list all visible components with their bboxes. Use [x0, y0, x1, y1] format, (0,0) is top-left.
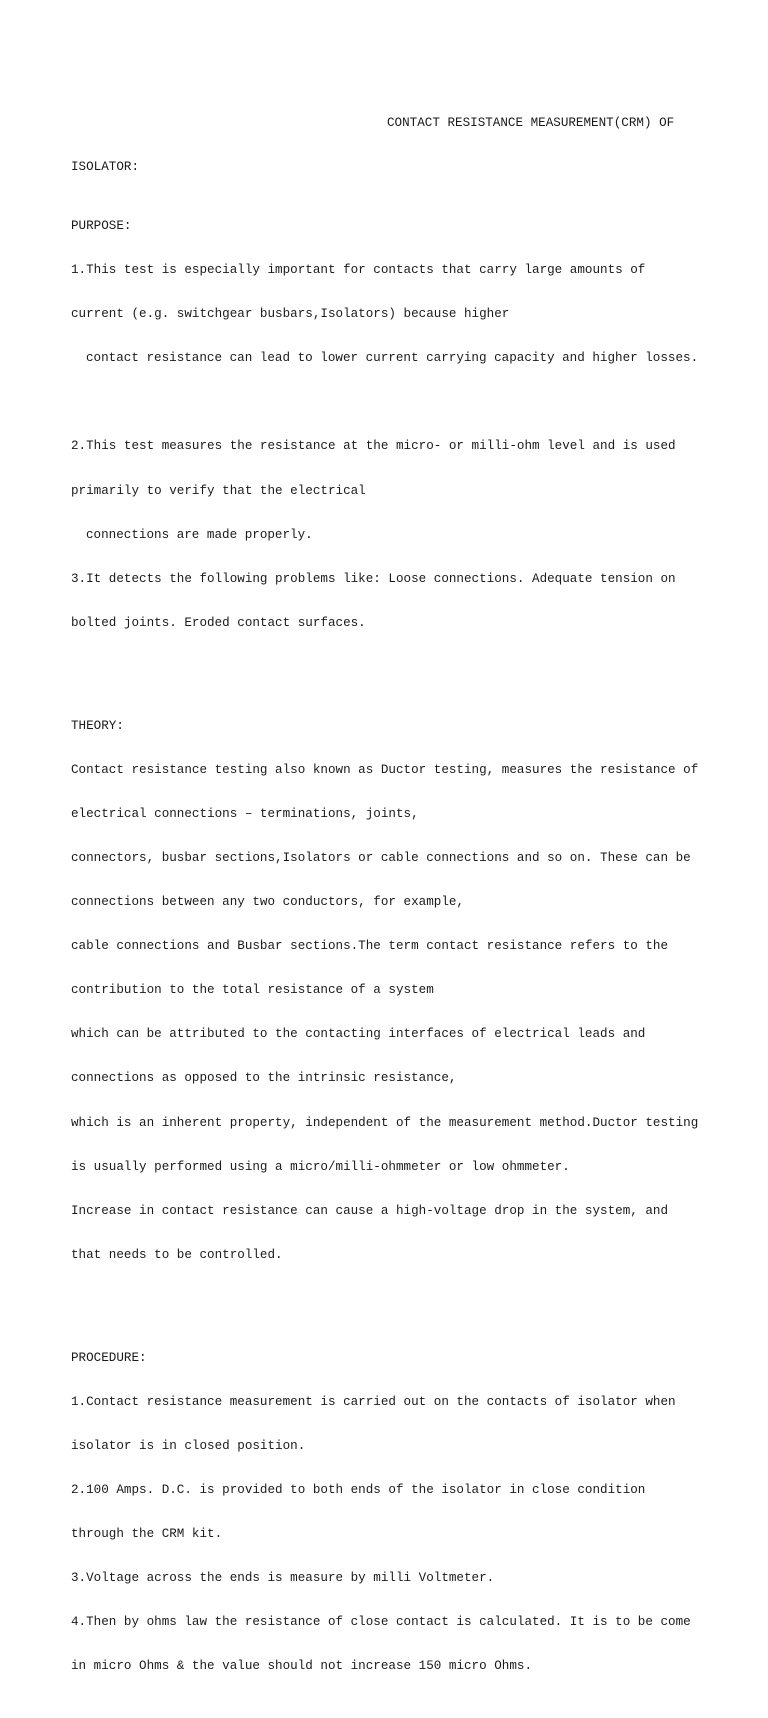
- procedure-heading: PROCEDURE:: [71, 1350, 147, 1365]
- theory-line: that needs to be controlled.: [71, 1247, 283, 1262]
- theory-heading: THEORY:: [71, 718, 124, 733]
- theory-line: which is an inherent property, independent of the measurement method.Ductor testing: [71, 1115, 699, 1130]
- theory-line: Increase in contact resistance can cause a high-voltage drop in the system, and: [71, 1203, 669, 1218]
- procedure-line: 4.Then by ohms law the resistance of close contact is calculated. It is to be come: [71, 1615, 691, 1630]
- purpose-line: connections are made properly.: [86, 527, 313, 542]
- document-body: [71, 72, 711, 1718]
- purpose-heading: PURPOSE:: [71, 219, 132, 233]
- theory-line: which can be attributed to the contacting interfaces of electrical leads and: [71, 1027, 646, 1042]
- purpose-line: primarily to verify that the electrical: [71, 483, 366, 498]
- theory-line: contribution to the total resistance of a system: [71, 983, 434, 998]
- procedure-line: through the CRM kit.: [71, 1527, 223, 1542]
- purpose-line: 2.This test measures the resistance at the micro- or milli-ohm level and is used: [71, 439, 676, 454]
- paragraph-spacer: [71, 395, 711, 410]
- document-title: CONTACT RESISTANCE MEASUREMENT(CRM) OF: [387, 116, 675, 131]
- purpose-line: bolted joints. Eroded contact surfaces.: [71, 615, 366, 630]
- procedure-line: isolator is in closed position.: [71, 1438, 306, 1453]
- theory-line: connectors, busbar sections,Isolators or cable connections and so on. These can be: [71, 851, 691, 866]
- procedure-line: 1.Contact resistance measurement is carried out on the contacts of isolator when: [71, 1394, 676, 1409]
- theory-line: cable connections and Busbar sections.The term contact resistance refers to the: [71, 939, 669, 954]
- purpose-line: 3.It detects the following problems like: Loose connections. Adequate tension on: [71, 571, 676, 586]
- theory-line: Contact resistance testing also known as Ductor testing, measures the resistance of: [71, 762, 699, 777]
- purpose-line: 1.This test is especially important for contacts that carry large amounts of: [71, 263, 646, 278]
- theory-line: electrical connections – terminations, joints,: [71, 806, 419, 821]
- paragraph-spacer: [71, 1292, 711, 1307]
- procedure-line: 2.100 Amps. D.C. is provided to both ends of the isolator in close condition: [71, 1483, 646, 1498]
- paragraph-spacer: [71, 660, 711, 675]
- document-title-continued: ISOLATOR:: [71, 160, 140, 175]
- purpose-line: contact resistance can lead to lower current carrying capacity and higher losses.: [86, 351, 699, 366]
- procedure-line: 3.Voltage across the ends is measure by milli Voltmeter.: [71, 1571, 495, 1586]
- theory-line: connections between any two conductors, for example,: [71, 895, 464, 910]
- purpose-line: current (e.g. switchgear busbars,Isolators) because higher: [71, 307, 510, 322]
- procedure-line: in micro Ohms & the value should not increase 150 micro Ohms.: [71, 1659, 533, 1674]
- theory-line: connections as opposed to the intrinsic resistance,: [71, 1071, 457, 1086]
- theory-line: is usually performed using a micro/milli-ohmmeter or low ohmmeter.: [71, 1159, 570, 1174]
